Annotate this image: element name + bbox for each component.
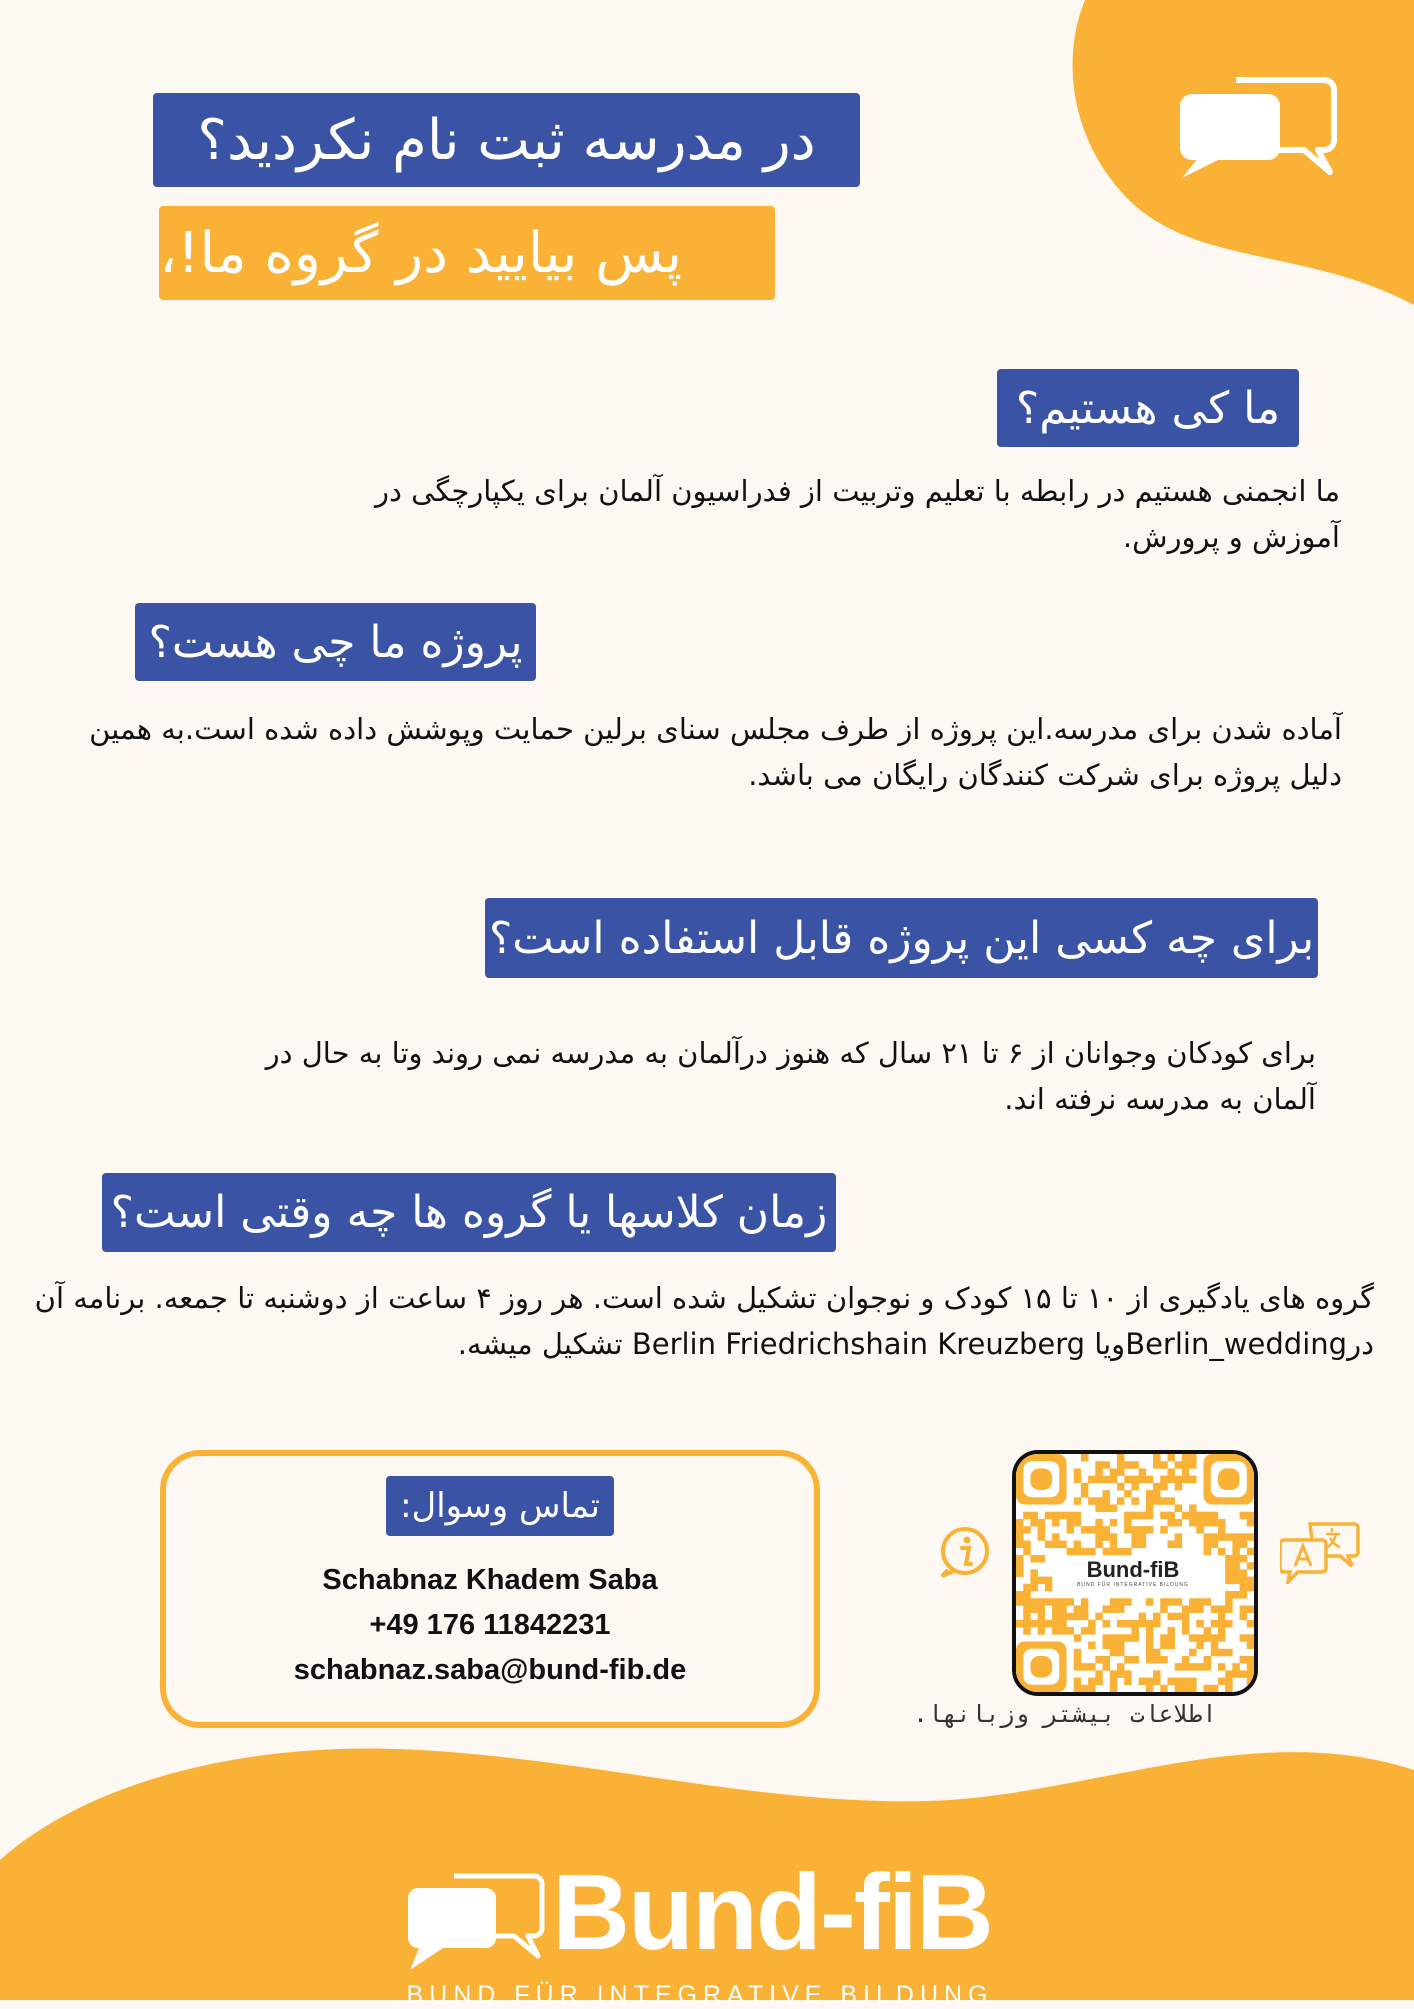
qr-logo xyxy=(1058,1558,1208,1588)
section-body-who xyxy=(240,468,1340,560)
speech-bubbles-icon xyxy=(406,1872,546,1972)
footer-tagline: BUND FÜR INTEGRATIVE BILDUNG xyxy=(406,1981,994,2009)
qr-logo-text: Bund-fiB xyxy=(1086,1557,1180,1582)
page-title: در مدرسه ثبت نام نکردید؟ xyxy=(153,93,860,187)
section-heading-who: ما کی هستیم؟ xyxy=(997,369,1299,447)
speech-bubbles-icon xyxy=(1176,74,1342,184)
contact-name: Schabnaz Khadem Saba xyxy=(322,1564,658,1596)
body-line: ما انجمنی هستیم در رابطه با تعلیم وتربیت از فدراسیون آلمان برای یکپارچگی در xyxy=(375,474,1340,508)
section-body-audience xyxy=(200,1030,1316,1122)
contact-box xyxy=(160,1450,820,1728)
body-line: آموزش و پرورش. xyxy=(1122,520,1340,554)
body-line: درBerlin_weddingویا Berlin Friedrichshain Kreuzberg تشکیل میشه. xyxy=(457,1327,1374,1361)
contact-email[interactable]: schabnaz.saba@bund-fib.de xyxy=(293,1654,687,1686)
section-heading-project: پروژه ما چی هست؟ xyxy=(135,603,536,681)
translate-icon xyxy=(1280,1520,1360,1584)
page-subtitle: پس بیایید در گروه ما!، xyxy=(159,206,775,300)
section-heading-audience: برای چه کسی این پروژه قابل استفاده است؟ xyxy=(485,898,1318,978)
body-line: آماده شدن برای مدرسه.این پروژه از طرف مجلس سنای برلین حمایت وپوشش داده شده است.به همین xyxy=(89,712,1342,746)
body-line: آلمان به مدرسه نرفته اند. xyxy=(1004,1082,1316,1116)
qr-logo-subtext: BUND FÜR INTEGRATIVE BILDUNG xyxy=(1077,1582,1189,1588)
section-heading-schedule: زمان کلاسها یا گروه ها چه وقتی است؟ xyxy=(102,1173,836,1252)
section-body-project xyxy=(30,706,1342,798)
qr-code[interactable] xyxy=(1012,1450,1258,1696)
info-icon xyxy=(938,1524,992,1578)
body-line: برای کودکان وجوانان از ۶ تا ۲۱ سال که هنوز درآلمان به مدرسه نمی روند وتا به حال در xyxy=(265,1036,1316,1070)
contact-phone[interactable]: +49 176 11842231 xyxy=(369,1609,611,1641)
footer-brand: Bund-fiB xyxy=(552,1851,992,1972)
body-line: دلیل پروژه برای شرکت کنندگان رایگان می باشد. xyxy=(748,758,1342,792)
contact-label: تماس وسوال: xyxy=(386,1476,614,1536)
qr-caption: اطلاعات بیشتر وزبانها. xyxy=(913,1700,1217,1728)
body-line: گروه های یادگیری از ۱۰ تا ۱۵ کودک و نوجوان تشکیل شده است. هر روز ۴ ساعت از دوشنبه تا جمعه. برنامه آن xyxy=(34,1281,1374,1315)
section-body-schedule xyxy=(20,1275,1374,1367)
